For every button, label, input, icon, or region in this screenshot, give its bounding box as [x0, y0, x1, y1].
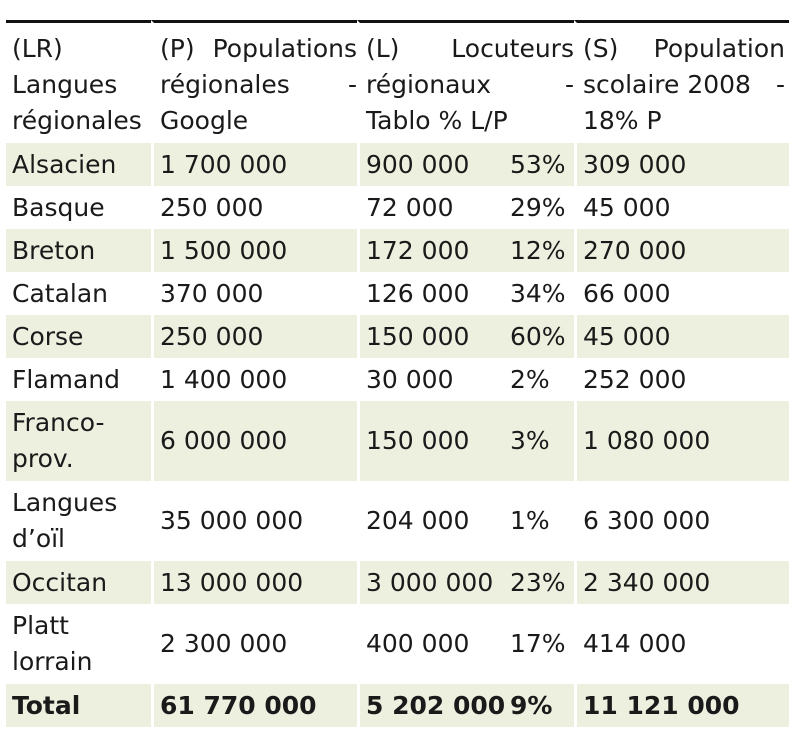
cell-language: Basque	[12, 192, 105, 222]
cell-speakers: 172 000	[357, 229, 506, 272]
cell-speakers: 150 000	[357, 315, 506, 358]
cell-percent: 17%	[510, 629, 566, 658]
cell-language: Breton	[6, 229, 151, 272]
header-school-population: (S) Population scolaire 2008 - 18% P	[574, 20, 789, 143]
cell-percent: 29%	[510, 192, 566, 222]
cell-language: Occitan	[6, 561, 151, 604]
table-body	[6, 143, 789, 727]
cell-population: 1 500 000	[151, 229, 357, 272]
cell-percent: 53%	[506, 143, 574, 186]
cell-population: 35 000 000	[151, 481, 357, 561]
total-percent: 9%	[506, 684, 574, 727]
cell-speakers: 126 000	[357, 272, 506, 315]
cell-population: 250 000	[151, 186, 357, 229]
total-speakers: 5 202 000	[357, 684, 506, 727]
cell-school-population: 309 000	[574, 143, 789, 186]
cell-language: Catalan	[12, 278, 109, 308]
cell-school-population: 45 000	[574, 186, 789, 229]
cell-speakers: 30 000	[357, 358, 506, 401]
table-row	[6, 481, 789, 561]
cell-percent: 34%	[510, 278, 566, 308]
table-row	[6, 186, 789, 229]
cell-population: 370 000	[151, 272, 357, 315]
cell-population: 13 000 000	[151, 561, 357, 604]
cell-school-population: 66 000	[574, 272, 789, 315]
cell-percent: 3%	[506, 401, 574, 481]
header-speakers: (L) Locuteurs régionaux - Tablo % L/P	[357, 20, 574, 143]
table-row	[6, 272, 789, 315]
cell-school-population: 414 000	[574, 604, 789, 684]
cell-language: Alsacien	[6, 143, 151, 186]
cell-school-population: 1 080 000	[574, 401, 789, 481]
cell-percent: 1%	[510, 506, 550, 535]
cell-school-population: 2 340 000	[574, 561, 789, 604]
regional-languages-table	[6, 20, 789, 727]
table-row	[6, 358, 789, 401]
cell-school-population: 45 000	[574, 315, 789, 358]
table-row	[6, 315, 789, 358]
cell-school-population: 6 300 000	[574, 481, 789, 561]
total-label: Total	[6, 684, 151, 727]
cell-language: Franco- prov.	[6, 401, 151, 481]
cell-population: 2 300 000	[151, 604, 357, 684]
total-school-population: 11 121 000	[574, 684, 789, 727]
header-languages: (LR) Langues régionales	[6, 20, 151, 143]
cell-speakers: 72 000	[357, 186, 506, 229]
cell-population: 1 700 000	[151, 143, 357, 186]
cell-speakers: 150 000	[357, 401, 506, 481]
cell-language: Langues d’oïl	[12, 488, 118, 553]
table-row	[6, 229, 789, 272]
table-row	[6, 604, 789, 684]
table-row	[6, 401, 789, 481]
cell-speakers: 204 000	[357, 481, 506, 561]
cell-language: Flamand	[12, 364, 121, 394]
cell-percent: 12%	[506, 229, 574, 272]
cell-percent: 2%	[510, 364, 550, 394]
cell-population: 1 400 000	[151, 358, 357, 401]
header-populations: (P) Populations régionales - Google	[151, 20, 357, 143]
cell-language: Platt lorrain	[12, 611, 93, 676]
total-population: 61 770 000	[151, 684, 357, 727]
table-row	[6, 561, 789, 604]
cell-school-population: 270 000	[574, 229, 789, 272]
cell-speakers: 400 000	[357, 604, 506, 684]
table-header	[6, 20, 789, 143]
cell-percent: 60%	[506, 315, 574, 358]
cell-language: Corse	[6, 315, 151, 358]
cell-speakers: 3 000 000	[357, 561, 506, 604]
cell-school-population: 252 000	[574, 358, 789, 401]
cell-speakers: 900 000	[357, 143, 506, 186]
total-row	[6, 684, 789, 727]
cell-population: 6 000 000	[151, 401, 357, 481]
table-row	[6, 143, 789, 186]
cell-percent: 23%	[506, 561, 574, 604]
cell-population: 250 000	[151, 315, 357, 358]
